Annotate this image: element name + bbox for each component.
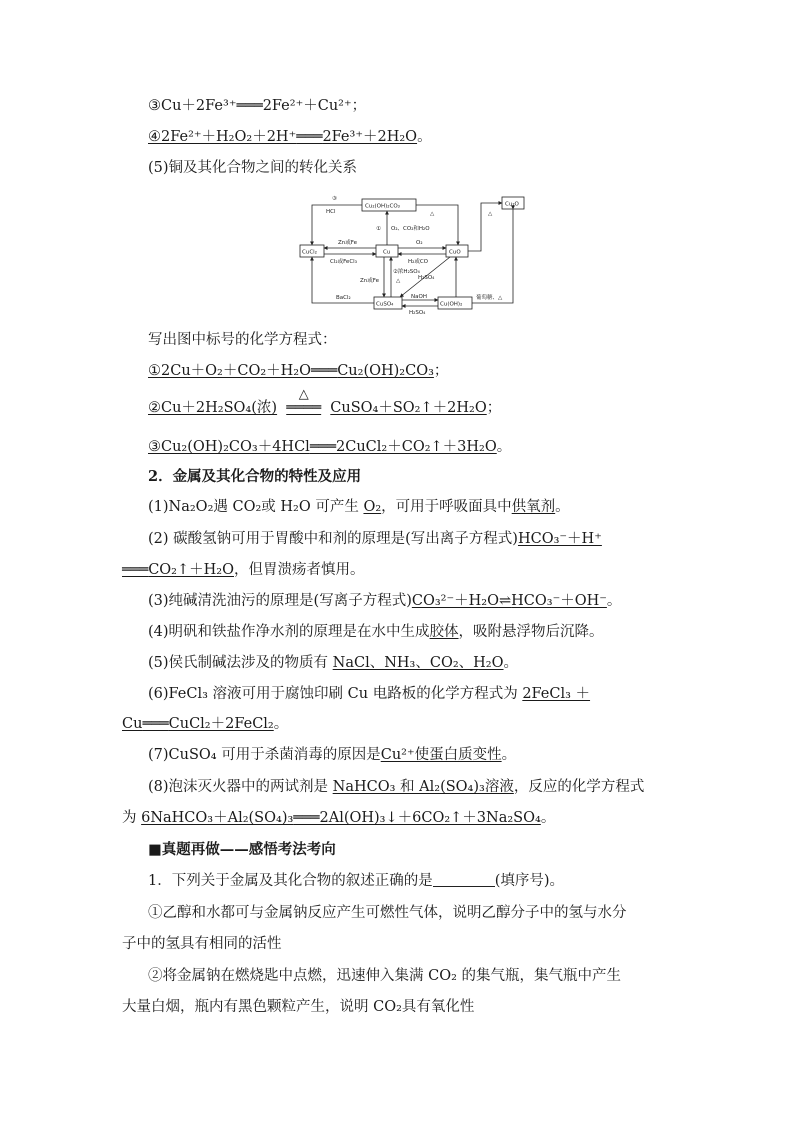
- answer-1: ①2Cu＋O₂＋CO₂＋H₂O═══Cu₂(OH)₂CO₃；: [148, 363, 449, 379]
- cuoh2-label: Cu(OH)₂: [440, 301, 463, 308]
- question-1-option-1: ①乙醇和水都可与金属钠反应产生可燃性气体，说明乙醇分子中的氢与水分: [148, 905, 627, 921]
- question-1-option-2: ②将金属钠在燃烧匙中点燃，迅速伸入集满 CO₂ 的集气瓶，集气瓶中产生: [148, 968, 622, 984]
- answer-2: ②Cu＋2H₂SO₄(浓) △ ════ CuSO₄＋SO₂↑＋2H₂O；: [148, 387, 502, 416]
- equals-sign: ═══: [296, 129, 323, 145]
- property-2: (2) 碳酸氢钠可用于胃酸中和剂的原理是(写出离子方程式)HCO₃⁻＋H⁺: [148, 531, 602, 547]
- cu2o-label: Cu₂O: [505, 201, 519, 208]
- label-zn-fe: Zn或Fe: [338, 240, 358, 246]
- label-1: ①: [376, 226, 381, 232]
- question-1: 1．下列关于金属及其化合物的叙述正确的是 (填序号)。: [148, 873, 565, 889]
- label-h2so4: H₂SO₄: [409, 310, 426, 316]
- label-delta-2: △: [488, 211, 493, 217]
- property-2-cont: ═══CO₂↑＋H₂O，但胃溃疡者慎用。: [122, 562, 365, 578]
- label-2-conc-h2so4: ②浓H₂SO₄: [393, 269, 420, 275]
- equals-sign: ═══: [142, 716, 169, 732]
- question-1-option-2-cont: 大量白烟，瓶内有黑色颗粒产生，说明 CO₂具有氧化性: [122, 999, 475, 1015]
- property-4: (4)明矾和铁盐作净水剂的原理是在水中生成胶体，吸附悬浮物后沉降。: [148, 624, 604, 640]
- answer-3: ③Cu₂(OH)₂CO₃＋4HCl═══2CuCl₂＋CO₂↑＋3H₂O。: [148, 439, 512, 455]
- label-h2-co: H₂或CO: [408, 259, 429, 265]
- cuo-label: CuO: [449, 249, 461, 256]
- equals-sign: ═══: [293, 810, 320, 826]
- label-delta-1: △: [430, 211, 435, 217]
- equation-3: ③Cu＋2Fe³⁺═══2Fe²⁺＋Cu²⁺；: [148, 98, 367, 114]
- section-2-heading: 2．金属及其化合物的特性及应用: [148, 468, 362, 485]
- label-bacl2: BaCl₂: [336, 295, 351, 301]
- label-glucose: 葡萄糖、△: [476, 295, 503, 301]
- heat-equals-sign: △ ════: [286, 387, 322, 416]
- label-3: ③: [332, 196, 337, 202]
- label-h2so4-diag: H₂SO₄: [418, 275, 435, 281]
- label-delta-3: △: [396, 278, 401, 284]
- label-hcl: HCl: [326, 209, 336, 215]
- label-o2-co2-h2o: O₂、CO₂和H₂O: [391, 226, 430, 232]
- cuso4-label: CuSO₄: [376, 301, 394, 308]
- answer-blank[interactable]: [433, 872, 495, 887]
- cu2ohco3-label: Cu₂(OH)₂CO₃: [365, 203, 400, 210]
- review-heading: ■真题再做——感悟考法考向: [148, 841, 336, 858]
- label-naoh: NaOH: [411, 294, 427, 300]
- equals-sign: ═══: [122, 562, 149, 578]
- equals-sign: ═══: [311, 363, 338, 379]
- property-3: (3)纯碱清洗油污的原理是(写离子方程式)CO₃²⁻＋H₂O⇌HCO₃⁻＋OH⁻。: [148, 593, 622, 609]
- property-6: (6)FeCl₃ 溶液可用于腐蚀印刷 Cu 电路板的化学方程式为 2FeCl₃ ＋: [148, 686, 591, 702]
- property-1: (1)Na₂O₂遇 CO₂或 H₂O 可产生 O₂，可用于呼吸面具中供氧剂。: [148, 499, 570, 515]
- cu-label: Cu: [383, 249, 391, 256]
- property-7: (7)CuSO₄ 可用于杀菌消毒的原因是Cu²⁺使蛋白质变性。: [148, 747, 517, 763]
- cucl2-label: CuCl₂: [302, 249, 317, 256]
- section-5-title: (5)铜及其化合物之间的转化关系: [148, 160, 358, 176]
- property-8: (8)泡沫灭火器中的两试剂是 NaHCO₃ 和 Al₂(SO₄)₃溶液，反应的化学方程式: [148, 779, 645, 795]
- copper-conversion-diagram: [296, 193, 536, 317]
- property-8-cont: 为 6NaHCO₃＋Al₂(SO₄)₃═══2Al(OH)₃↓＋6CO₂↑＋3Na₂SO₄。: [122, 810, 556, 826]
- equals-sign: ═══: [309, 439, 337, 455]
- write-equations-prompt: 写出图中标号的化学方程式：: [148, 332, 337, 348]
- equals-sign: ═══: [236, 98, 263, 114]
- reversible-sign: ⇌: [498, 593, 512, 609]
- property-5: (5)侯氏制碱法涉及的物质有 NaCl、NH₃、CO₂、H₂O。: [148, 655, 519, 671]
- property-6-cont: Cu═══CuCl₂＋2FeCl₂。: [122, 716, 289, 732]
- label-cl2-fecl3: Cl₂或FeCl₃: [330, 259, 357, 265]
- equation-4: ④2Fe²⁺＋H₂O₂＋2H⁺═══2Fe³⁺＋2H₂O。: [148, 129, 432, 145]
- question-1-option-1-cont: 子中的氢具有相同的活性: [122, 936, 282, 952]
- label-zn-fe-2: Zn或Fe: [360, 278, 380, 284]
- label-o2: O₂: [416, 240, 423, 246]
